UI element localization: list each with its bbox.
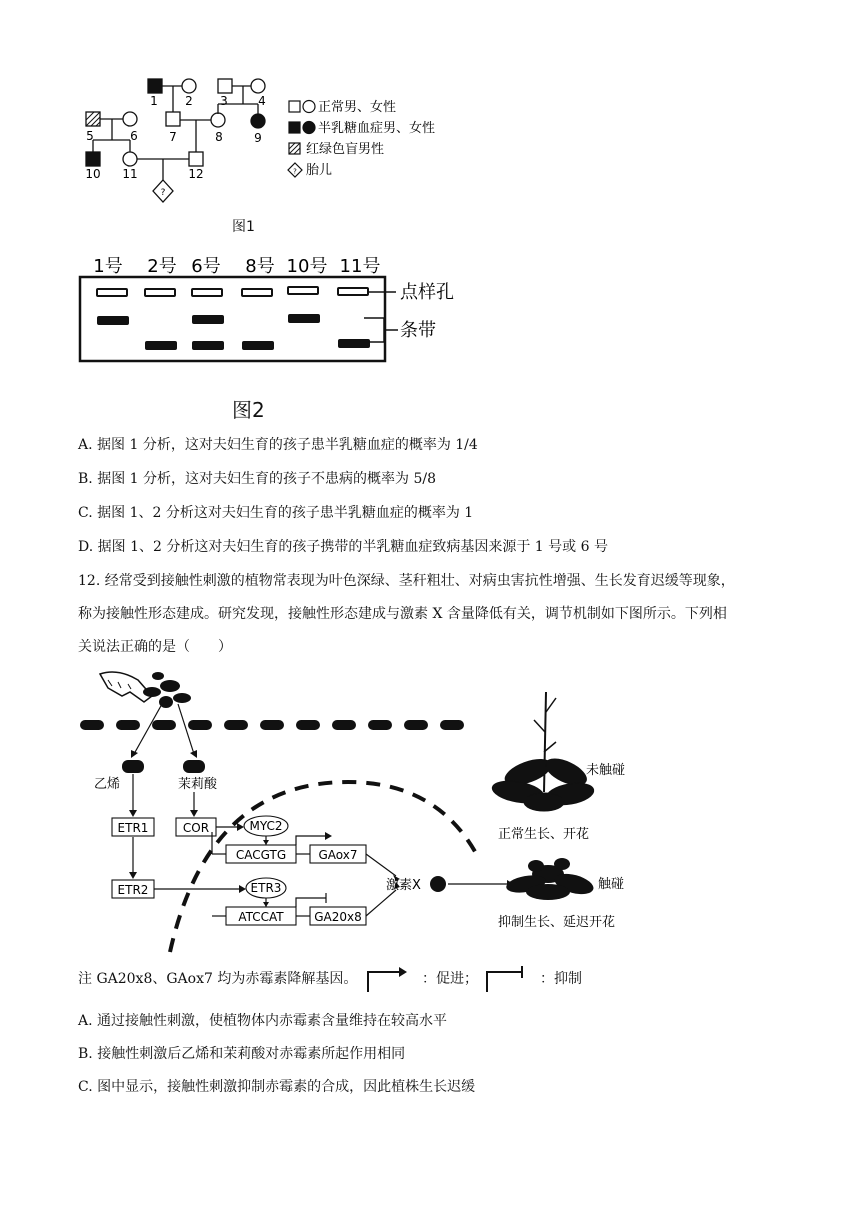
normal-growth-label: 正常生长、开花 xyxy=(498,827,590,842)
pedigree-12-male xyxy=(189,152,203,166)
untouched-plant-icon xyxy=(491,692,596,811)
q11-option-c: C. 据图 1、2 分析这对夫妇生育的孩子患半乳糖血症的概率为 1 xyxy=(78,505,474,521)
lane-label-2: 2号 xyxy=(147,256,177,277)
q11-option-d: D. 据图 1、2 分析这对夫妇生育的孩子携带的半乳糖血症致病基因来源于 1 号或 6 号 xyxy=(78,539,608,555)
pedigree-label-2: 2 xyxy=(185,94,193,108)
touched-plant-icon xyxy=(505,858,596,900)
ga20x8-label: GA20x8 xyxy=(314,910,362,924)
figure2-caption: 图2 xyxy=(232,398,265,422)
pedigree-label-9: 9 xyxy=(254,131,262,145)
legend-colorblind: 红绿色盲男性 xyxy=(306,142,385,157)
sample-hole-1 xyxy=(97,289,127,296)
q12-option-a: A. 通过接触性刺激，使植物体内赤霉素含量维持在较高水平 xyxy=(78,1013,448,1029)
pedigree-figure xyxy=(78,70,478,210)
pedigree-10-affected-male xyxy=(86,152,100,166)
pedigree-11-female xyxy=(123,152,137,166)
inhibited-growth-label: 抑制生长、延迟开花 xyxy=(498,915,616,930)
pedigree-6-female xyxy=(123,112,137,126)
sample-hole-label: 点样孔 xyxy=(400,282,454,303)
q12-note-text: 注 GA20x8、GAox7 均为赤霉素降解基因。 xyxy=(78,971,358,987)
etr2-label: ETR2 xyxy=(117,883,149,897)
lane-label-11: 11号 xyxy=(339,256,381,277)
band-2-lower xyxy=(145,341,177,350)
band-1-upper xyxy=(97,316,129,325)
q12-stem-line1: 12. 经常受到接触性刺激的植物常表现为叶色深绿、茎秆粗壮、对病虫害抗性增强、生长发育迟缓等现象， xyxy=(78,573,735,589)
hormone-x-dot xyxy=(430,876,446,892)
legend-fetus-symbol: ? xyxy=(293,167,297,176)
lane-label-8: 8号 xyxy=(245,256,275,277)
pedigree-label-6: 6 xyxy=(130,129,138,143)
pedigree-7-male xyxy=(166,112,180,126)
band-6-upper xyxy=(192,315,224,324)
q11-option-b: B. 据图 1 分析，这对夫妇生育的孩子不患病的概率为 5/8 xyxy=(78,471,436,487)
sample-hole-10 xyxy=(288,287,318,294)
pedigree-label-8: 8 xyxy=(215,130,223,144)
gaox7-label: GAox7 xyxy=(318,848,358,862)
q12-option-b: B. 接触性刺激后乙烯和茉莉酸对赤霉素所起作用相同 xyxy=(78,1046,406,1062)
pedigree-2-female xyxy=(182,79,196,93)
sample-hole-11 xyxy=(338,288,368,295)
ethylene-receptor xyxy=(122,760,144,773)
electrophoresis-figure xyxy=(78,252,478,367)
lane-label-10: 10号 xyxy=(286,256,328,277)
jasmonic-receptor xyxy=(183,760,205,773)
band-label: 条带 xyxy=(400,320,436,341)
promote-symbol-icon xyxy=(365,964,409,994)
note-promote-label: ：促进； xyxy=(422,971,478,987)
untouched-label: 未触碰 xyxy=(586,763,626,778)
band-8-lower xyxy=(242,341,274,350)
lane-label-1: 1号 xyxy=(93,256,123,277)
pedigree-label-11: 11 xyxy=(122,167,138,181)
pedigree-label-10: 10 xyxy=(85,167,101,181)
lane-label-6: 6号 xyxy=(191,256,221,277)
small-plant-icon xyxy=(143,672,191,708)
pedigree-1-affected-male xyxy=(148,79,162,93)
legend-normal: 正常男、女性 xyxy=(318,100,397,115)
pedigree-label-3: 3 xyxy=(220,94,228,108)
fetus-symbol: ? xyxy=(160,188,166,198)
etr1-label: ETR1 xyxy=(117,821,149,835)
q11-option-a: A. 据图 1 分析，这对夫妇生育的孩子患半乳糖血症的概率为 1/4 xyxy=(78,437,478,453)
note-inhibit-label: ：抑制 xyxy=(540,971,582,987)
pedigree-label-1: 1 xyxy=(150,94,158,108)
q12-stem-line2: 称为接触性形态建成。研究发现，接触性形态建成与激素 X 含量降低有关，调节机制如下图所示。下列相 xyxy=(78,606,727,622)
cell-membrane xyxy=(80,720,464,730)
hormone-pathway-diagram xyxy=(78,662,678,957)
sample-hole-8 xyxy=(242,289,272,296)
pedigree-label-7: 7 xyxy=(169,130,177,144)
inhibit-symbol-icon xyxy=(484,964,528,994)
atccat-label: ATCCAT xyxy=(238,910,284,924)
band-6-lower xyxy=(192,341,224,350)
band-11-lower xyxy=(338,339,370,348)
pedigree-3-male xyxy=(218,79,232,93)
pedigree-label-4: 4 xyxy=(258,94,266,108)
hormone-x-label: 激素X xyxy=(386,878,421,893)
touched-label: 触碰 xyxy=(598,877,625,892)
myc2-label: MYC2 xyxy=(249,819,283,833)
touch-hand-icon xyxy=(100,672,152,702)
cacgtg-label: CACGTG xyxy=(235,848,287,862)
pedigree-4-female xyxy=(251,79,265,93)
q12-stem-line3: 关说法正确的是（ ） xyxy=(78,639,232,655)
etr3-label: ETR3 xyxy=(250,881,282,895)
jasmonic-acid-label: 茉莉酸 xyxy=(178,777,218,792)
figure1-caption: 图1 xyxy=(232,219,255,235)
legend-fetus: 胎儿 xyxy=(306,163,333,178)
pedigree-label-5: 5 xyxy=(86,129,94,143)
sample-hole-6 xyxy=(192,289,222,296)
sample-hole-2 xyxy=(145,289,175,296)
signal-boundary-arc xyxy=(170,782,478,952)
band-10-upper xyxy=(288,314,320,323)
q12-option-c: C. 图中显示，接触性刺激抑制赤霉素的合成，因此植株生长迟缓 xyxy=(78,1079,476,1095)
cor-label: COR xyxy=(182,821,210,835)
pedigree-8-female xyxy=(211,113,225,127)
pedigree-9-affected-female xyxy=(251,114,265,128)
legend-galactosemia: 半乳糖血症男、女性 xyxy=(318,121,436,136)
ethylene-label: 乙烯 xyxy=(94,777,121,792)
pedigree-label-12: 12 xyxy=(188,167,204,181)
